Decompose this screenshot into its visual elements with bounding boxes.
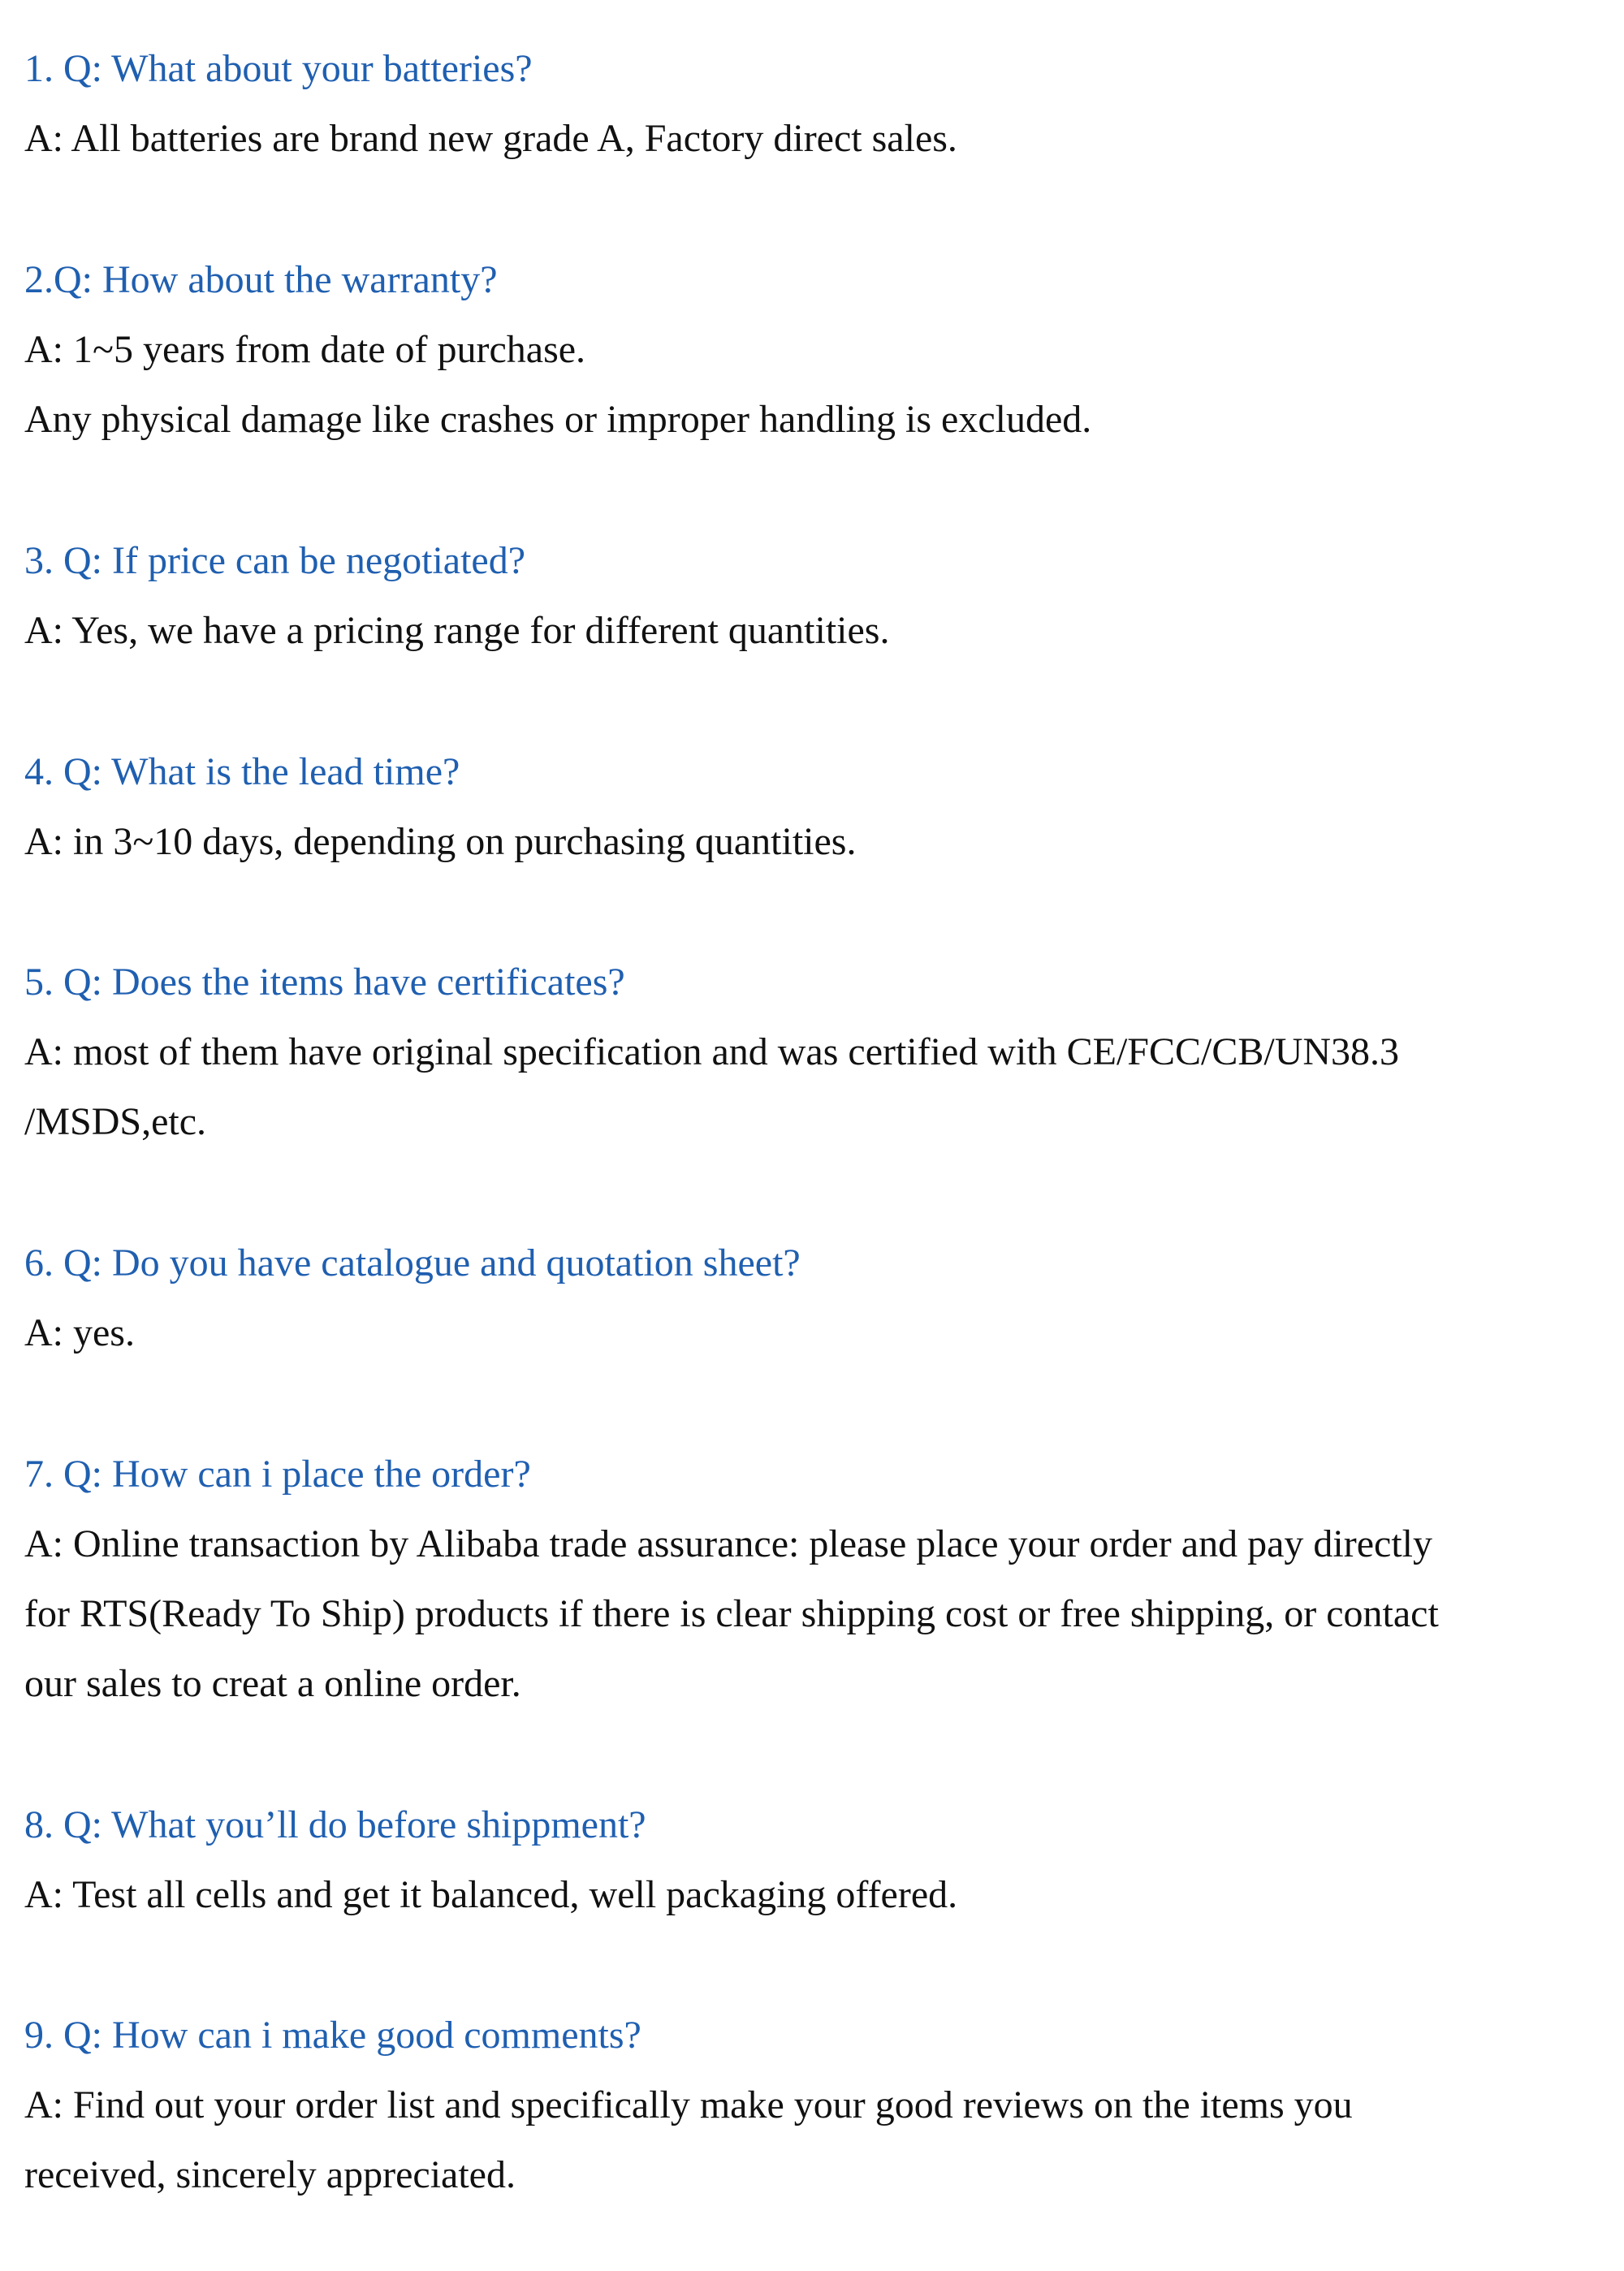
answer-4-line-1: A: in 3~10 days, depending on purchasing quantities.: [24, 820, 857, 863]
faq-item-6: [24, 1228, 801, 1368]
question-7: 7. Q: How can i place the order?: [24, 1453, 531, 1496]
question-5: 5. Q: Does the items have certificates?: [24, 961, 625, 1004]
answer-5-line-2: /MSDS,etc.: [24, 1100, 207, 1143]
answer-2-line-2: Any physical damage like crashes or improper handling is excluded.: [24, 398, 1092, 441]
faq-item-4: [24, 737, 856, 877]
faq-item-9: [24, 2001, 1353, 2210]
question-6: 6. Q: Do you have catalogue and quotation sheet?: [24, 1241, 801, 1284]
answer-8-line-1: A: Test all cells and get it balanced, well packaging offered.: [24, 1873, 958, 1916]
faq-item-7: [24, 1440, 1439, 1719]
question-9: 9. Q: How can i make good comments?: [24, 2014, 641, 2057]
faq-item-5: [24, 948, 1399, 1157]
faq-item-2: [24, 245, 1091, 455]
faq-item-8: [24, 1790, 957, 1930]
answer-3-line-1: A: Yes, we have a pricing range for different quantities.: [24, 609, 890, 652]
faq-item-1: [24, 34, 957, 174]
answer-2-line-1: A: 1~5 years from date of purchase.: [24, 328, 586, 371]
answer-1-line-1: A: All batteries are brand new grade A, Factory direct sales.: [24, 117, 957, 160]
answer-9-line-2: received, sincerely appreciated.: [24, 2153, 516, 2196]
question-3: 3. Q: If price can be negotiated?: [24, 539, 526, 582]
answer-9-line-1: A: Find out your order list and specifically make your good reviews on the items you: [24, 2083, 1353, 2126]
answer-7-line-1: A: Online transaction by Alibaba trade assurance: please place your order and pay directly: [24, 1522, 1432, 1565]
answer-7-line-2: for RTS(Ready To Ship) products if there is clear shipping cost or free shipping, or contact: [24, 1592, 1439, 1635]
question-1: 1. Q: What about your batteries?: [24, 47, 533, 90]
answer-7-line-3: our sales to creat a online order.: [24, 1662, 521, 1705]
question-8: 8. Q: What you’ll do before shippment?: [24, 1803, 646, 1846]
answer-6-line-1: A: yes.: [24, 1311, 135, 1354]
faq-item-3: [24, 526, 889, 666]
question-4: 4. Q: What is the lead time?: [24, 750, 460, 793]
answer-5-line-1: A: most of them have original specification and was certified with CE/FCC/CB/UN38.3: [24, 1030, 1400, 1073]
question-2: 2.Q: How about the warranty?: [24, 258, 498, 301]
